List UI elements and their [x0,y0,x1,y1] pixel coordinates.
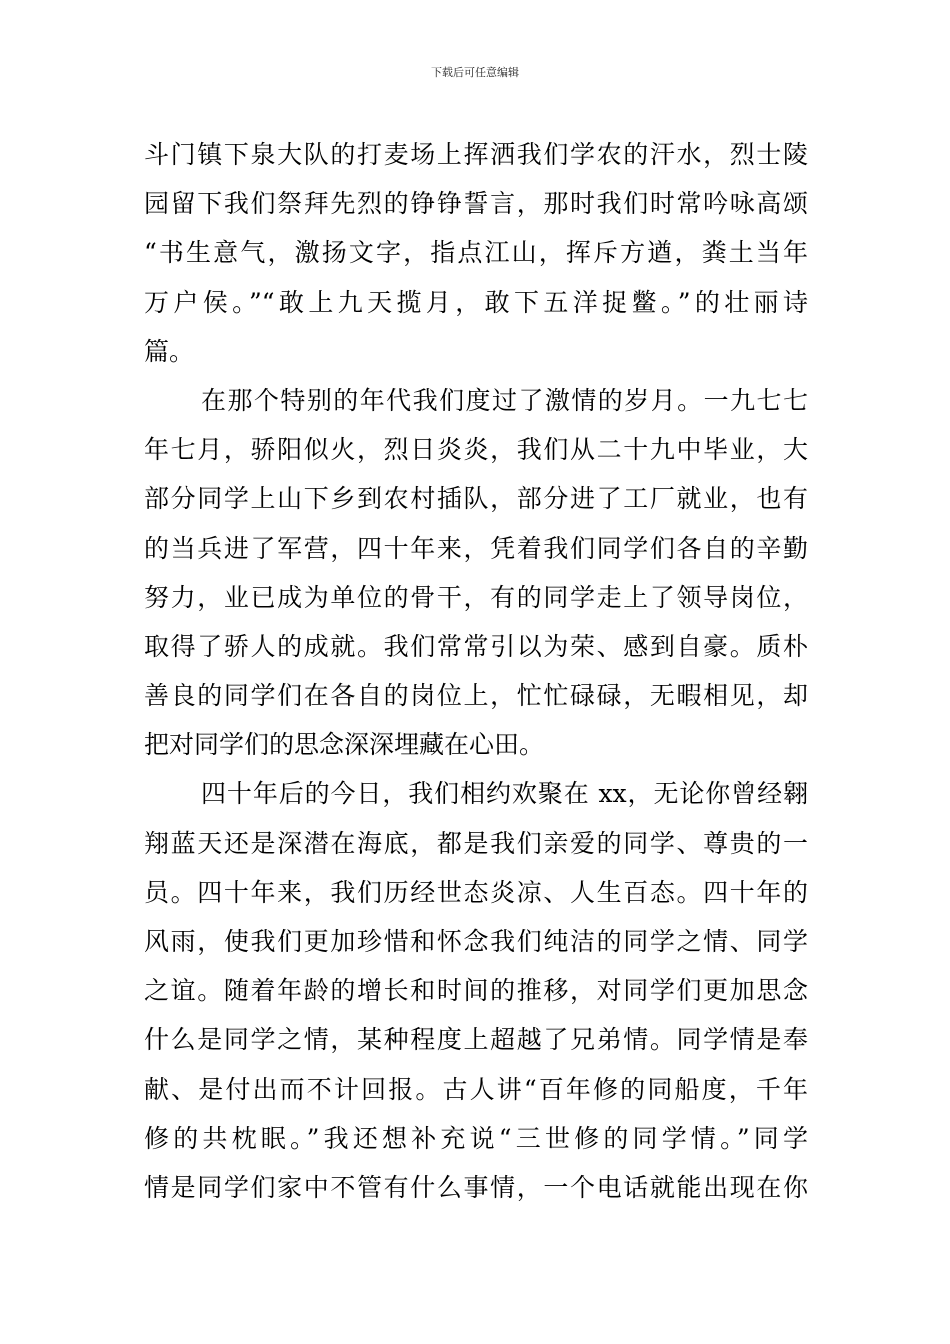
text-line: 的当兵进了军营，四十年来，凭着我们同学们各自的辛勤 [144,533,808,563]
text-line: 员。四十年来，我们历经世态炎凉、人生百态。四十年的 [144,877,808,907]
text-line: 篇。 [144,336,195,366]
text-line: 年七月，骄阳似火，烈日炎炎，我们从二十九中毕业，大 [144,435,808,465]
text-line: 在那个特别的年代我们度过了激情的岁月。一九七七 [201,385,808,415]
text-line: 取得了骄人的成就。我们常常引以为荣、感到自豪。质朴 [144,631,808,661]
text-line: 修的共枕眠。”我还想补充说“三世修的同学情。”同学 [144,1123,808,1153]
text-line: 园留下我们祭拜先烈的铮铮誓言，那时我们时常吟咏高颂 [144,189,808,219]
text-line: 把对同学们的思念深深埋藏在心田。 [144,730,545,760]
paragraph-3 [144,769,808,1212]
text-line: 善良的同学们在各自的岗位上，忙忙碌碌，无暇相见，却 [144,681,808,711]
document-body [144,130,808,1212]
text-line: 之谊。随着年龄的增长和时间的推移，对同学们更加思念 [144,976,808,1006]
text-line: 什么是同学之情，某种程度上超越了兄弟情。同学情是奉 [144,1025,808,1055]
text-line: 四十年后的今日，我们相约欢聚在 xx，无论你曾经翱 [201,779,808,809]
paragraph-2 [144,376,808,770]
text-line: 情是同学们家中不管有什么事情，一个电话就能出现在你 [144,1172,808,1202]
page-header: 下载后可任意编辑 [431,66,519,79]
text-line: 翔蓝天还是深潜在海底，都是我们亲爱的同学、尊贵的一 [144,828,808,858]
text-line: 献、是付出而不计回报。古人讲“百年修的同船度，千年 [144,1074,808,1104]
text-line: 部分同学上山下乡到农村插队，部分进了工厂就业，也有 [144,484,808,514]
text-line: 万户侯。”“敢上九天揽月，敢下五洋捉鳖。”的壮丽诗 [144,287,808,317]
text-line: “书生意气，激扬文字，指点江山，挥斥方遒，粪土当年 [144,238,808,268]
text-line: 斗门镇下泉大队的打麦场上挥洒我们学农的汗水，烈士陵 [144,140,808,169]
paragraph-1 [144,130,808,376]
text-line: 努力，业已成为单位的骨干，有的同学走上了领导岗位， [144,582,808,612]
text-line: 风雨，使我们更加珍惜和怀念我们纯洁的同学之情、同学 [144,927,808,956]
